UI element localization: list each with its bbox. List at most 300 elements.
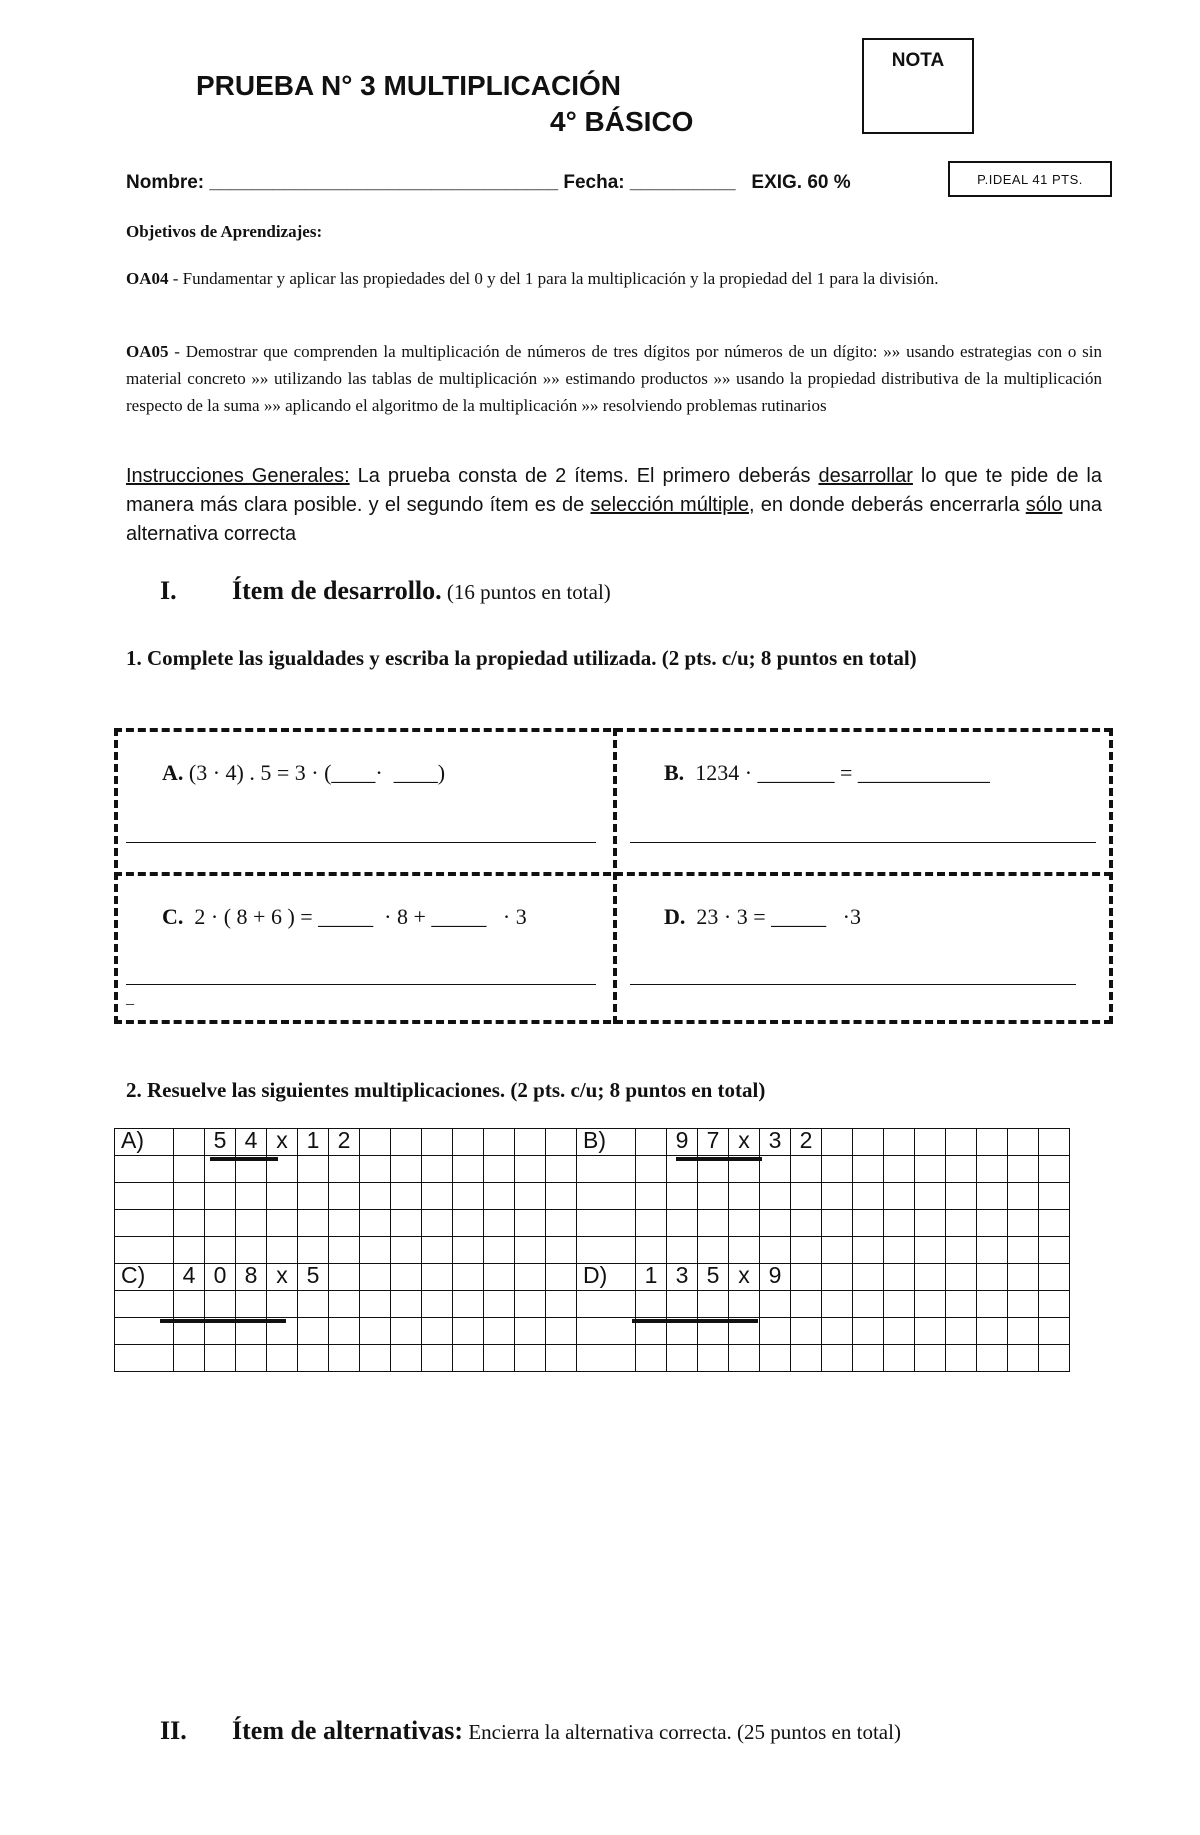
grid-cell[interactable] (484, 1345, 515, 1372)
grid-cell[interactable] (360, 1318, 391, 1345)
grid-cell[interactable] (546, 1318, 577, 1345)
grid-cell[interactable] (822, 1345, 853, 1372)
grid-cell[interactable]: 7 (698, 1129, 729, 1156)
grid-cell[interactable] (822, 1183, 853, 1210)
grid-cell[interactable] (515, 1156, 546, 1183)
item-b-expression: 1234 · _______ = ____________ (684, 760, 990, 785)
grid-cell[interactable] (915, 1264, 946, 1291)
grid-cell[interactable] (329, 1264, 360, 1291)
grid-cell[interactable] (360, 1210, 391, 1237)
grid-cell[interactable] (791, 1345, 822, 1372)
grid-cell[interactable] (977, 1345, 1008, 1372)
grid-cell[interactable] (946, 1156, 977, 1183)
grid-cell[interactable] (636, 1237, 667, 1264)
grid-cell[interactable] (329, 1345, 360, 1372)
grid-cell[interactable] (822, 1210, 853, 1237)
grid-cell[interactable] (884, 1237, 915, 1264)
grid-cell[interactable] (822, 1129, 853, 1156)
grid-cell[interactable] (484, 1291, 515, 1318)
oa04-code: OA04 (126, 269, 169, 288)
grid-cell[interactable] (884, 1318, 915, 1345)
grid-cell[interactable] (853, 1318, 884, 1345)
grid-cell[interactable] (329, 1291, 360, 1318)
grid-row (115, 1129, 1070, 1156)
item-a-expression: (3 · 4) . 5 = 3 · (____· ____) (183, 760, 446, 785)
grid-cell[interactable] (391, 1183, 422, 1210)
grid-cell[interactable] (577, 1291, 636, 1318)
grid-cell[interactable] (174, 1156, 205, 1183)
grid-cell[interactable]: 0 (205, 1264, 236, 1291)
grade-title: 4° BÁSICO (550, 106, 694, 137)
grid-cell[interactable] (267, 1237, 298, 1264)
grid-cell[interactable] (853, 1129, 884, 1156)
grid-cell[interactable] (453, 1291, 484, 1318)
item-a (162, 760, 445, 786)
grid-cell[interactable] (698, 1210, 729, 1237)
grid-cell[interactable] (515, 1183, 546, 1210)
grid-cell[interactable] (698, 1291, 729, 1318)
grid-cell[interactable]: B) (577, 1129, 636, 1156)
grid-cell[interactable] (115, 1291, 174, 1318)
grid-cell[interactable] (174, 1210, 205, 1237)
grid-cell[interactable] (515, 1345, 546, 1372)
grid-cell[interactable] (360, 1291, 391, 1318)
grid-cell[interactable] (698, 1345, 729, 1372)
grid-cell[interactable] (1039, 1345, 1070, 1372)
grid-cell[interactable] (667, 1345, 698, 1372)
item-c-label: C. (162, 904, 184, 929)
grid-cell[interactable] (453, 1156, 484, 1183)
grid-cell[interactable] (853, 1210, 884, 1237)
grid-cell[interactable] (267, 1345, 298, 1372)
grid-cell[interactable] (577, 1210, 636, 1237)
grid-cell[interactable] (946, 1237, 977, 1264)
grid-cell[interactable]: C) (115, 1264, 174, 1291)
grid-cell[interactable] (174, 1237, 205, 1264)
grid-cell[interactable] (915, 1210, 946, 1237)
grid-cell[interactable] (298, 1183, 329, 1210)
grid-cell[interactable] (884, 1264, 915, 1291)
grid-cell[interactable] (760, 1210, 791, 1237)
grid-cell[interactable] (853, 1345, 884, 1372)
instructions-underline-3: sólo (1025, 494, 1063, 516)
grid-cell[interactable] (546, 1291, 577, 1318)
section-1-title: Ítem de desarrollo. (232, 576, 442, 605)
grid-cell[interactable] (853, 1156, 884, 1183)
answer-line-a[interactable] (126, 842, 596, 843)
grid-cell[interactable] (853, 1264, 884, 1291)
grid-cell[interactable] (484, 1210, 515, 1237)
grid-cell[interactable] (1039, 1129, 1070, 1156)
grid-cell[interactable] (946, 1264, 977, 1291)
grid-cell[interactable] (236, 1210, 267, 1237)
grid-cell[interactable] (1039, 1156, 1070, 1183)
instructions-text-2: lo que te pide de la manera más clara posible. y el segundo ítem es de (126, 465, 1102, 516)
grid-cell[interactable] (822, 1237, 853, 1264)
grid-cell[interactable] (946, 1183, 977, 1210)
grid-cell[interactable] (1039, 1183, 1070, 1210)
grid-cell[interactable] (1008, 1210, 1039, 1237)
grid-cell[interactable] (515, 1210, 546, 1237)
grid-cell[interactable] (422, 1291, 453, 1318)
oa05-code: OA05 (126, 342, 169, 361)
grid-cell[interactable] (546, 1129, 577, 1156)
grid-cell[interactable] (667, 1237, 698, 1264)
grid-cell[interactable] (546, 1264, 577, 1291)
grid-cell[interactable] (822, 1156, 853, 1183)
underline-d-multiplicand (632, 1319, 758, 1323)
grid-cell[interactable] (791, 1264, 822, 1291)
instructions-text-3: , en donde deberás encerrarla (748, 494, 1026, 516)
underline-c-multiplicand (160, 1319, 286, 1323)
grid-cell[interactable] (884, 1345, 915, 1372)
grid-cell[interactable] (422, 1237, 453, 1264)
grid-cell[interactable] (484, 1183, 515, 1210)
section-1-points: (16 puntos en total) (441, 580, 611, 604)
grid-cell[interactable]: D) (577, 1264, 636, 1291)
grid-cell[interactable] (853, 1291, 884, 1318)
grid-cell[interactable] (546, 1237, 577, 1264)
grid-cell[interactable] (236, 1237, 267, 1264)
grid-cell[interactable] (360, 1264, 391, 1291)
grid-cell[interactable] (760, 1156, 791, 1183)
grid-cell[interactable] (977, 1318, 1008, 1345)
grid-cell[interactable] (484, 1318, 515, 1345)
grid-cell[interactable] (946, 1318, 977, 1345)
grid-cell[interactable] (205, 1291, 236, 1318)
grid-cell[interactable] (453, 1264, 484, 1291)
grid-cell[interactable] (729, 1183, 760, 1210)
calculation-grid (114, 1128, 1070, 1372)
grid-cell[interactable] (977, 1237, 1008, 1264)
grid-cell[interactable] (946, 1291, 977, 1318)
grid-cell[interactable] (946, 1345, 977, 1372)
grid-cell[interactable] (729, 1345, 760, 1372)
grid-cell[interactable] (915, 1129, 946, 1156)
grid-cell[interactable] (636, 1345, 667, 1372)
grid-cell[interactable] (236, 1183, 267, 1210)
grid-cell[interactable] (915, 1237, 946, 1264)
grid-cell[interactable] (1008, 1129, 1039, 1156)
grid-cell[interactable] (360, 1156, 391, 1183)
ideal-score-box: P.IDEAL 41 PTS. (948, 161, 1112, 197)
grid-cell[interactable] (822, 1318, 853, 1345)
grid-cell[interactable] (884, 1210, 915, 1237)
grid-cell[interactable] (822, 1291, 853, 1318)
grid-cell[interactable] (205, 1345, 236, 1372)
grid-cell[interactable] (515, 1318, 546, 1345)
grid-cell[interactable] (915, 1156, 946, 1183)
test-title: PRUEBA N° 3 MULTIPLICACIÓN (196, 70, 621, 101)
grid-cell[interactable] (329, 1210, 360, 1237)
grid-cell[interactable] (791, 1156, 822, 1183)
grid-cell[interactable] (853, 1237, 884, 1264)
grid-cell[interactable] (329, 1318, 360, 1345)
grid-cell[interactable]: 8 (236, 1264, 267, 1291)
grid-cell[interactable] (1008, 1264, 1039, 1291)
grid-cell[interactable] (760, 1318, 791, 1345)
grid-cell[interactable] (1008, 1291, 1039, 1318)
grid-cell[interactable] (236, 1345, 267, 1372)
grid-cell[interactable]: 3 (760, 1129, 791, 1156)
grid-cell[interactable] (729, 1210, 760, 1237)
grid-row (115, 1210, 1070, 1237)
grid-cell[interactable]: 9 (667, 1129, 698, 1156)
grid-cell[interactable] (515, 1237, 546, 1264)
grid-cell[interactable] (515, 1264, 546, 1291)
grid-cell[interactable]: 4 (236, 1129, 267, 1156)
grid-cell[interactable]: 2 (791, 1129, 822, 1156)
grid-cell[interactable] (884, 1291, 915, 1318)
grid-cell[interactable] (977, 1183, 1008, 1210)
grid-cell[interactable] (267, 1291, 298, 1318)
grid-cell[interactable]: x (729, 1264, 760, 1291)
grid-cell[interactable]: 1 (298, 1129, 329, 1156)
grid-cell[interactable] (577, 1345, 636, 1372)
box-left-border (114, 728, 118, 1024)
section-2-heading (232, 1716, 901, 1746)
grid-cell[interactable] (115, 1156, 174, 1183)
grid-cell[interactable] (484, 1129, 515, 1156)
grid-cell[interactable] (636, 1210, 667, 1237)
grid-cell[interactable] (422, 1345, 453, 1372)
grid-cell[interactable] (484, 1237, 515, 1264)
grid-cell[interactable] (484, 1264, 515, 1291)
section-2-rest: Encierra la alternativa correcta. (25 puntos en total) (463, 1720, 901, 1744)
grid-cell[interactable] (667, 1291, 698, 1318)
grid-cell[interactable]: A) (115, 1129, 174, 1156)
grid-cell[interactable] (115, 1345, 174, 1372)
grid-cell[interactable] (884, 1183, 915, 1210)
grid-cell[interactable] (298, 1210, 329, 1237)
grid-cell[interactable] (729, 1291, 760, 1318)
grid-cell[interactable]: x (729, 1129, 760, 1156)
grid-cell[interactable] (298, 1291, 329, 1318)
grid-cell[interactable] (915, 1183, 946, 1210)
box-right-border (1109, 728, 1113, 1024)
grid-cell[interactable] (577, 1237, 636, 1264)
grid-cell[interactable] (760, 1291, 791, 1318)
grid-cell[interactable] (546, 1156, 577, 1183)
grid-cell[interactable] (760, 1237, 791, 1264)
grid-cell[interactable] (453, 1318, 484, 1345)
section-2-title: Ítem de alternativas: (232, 1716, 464, 1745)
grid-cell[interactable] (791, 1237, 822, 1264)
grid-cell[interactable] (636, 1129, 667, 1156)
grid-cell[interactable] (977, 1156, 1008, 1183)
grid-cell[interactable] (915, 1291, 946, 1318)
grid-cell[interactable] (915, 1345, 946, 1372)
grid-cell[interactable] (1039, 1210, 1070, 1237)
grid-cell[interactable] (577, 1318, 636, 1345)
grid-cell[interactable] (577, 1183, 636, 1210)
grid-cell[interactable] (329, 1237, 360, 1264)
grid-cell[interactable] (391, 1237, 422, 1264)
grid-cell[interactable] (391, 1156, 422, 1183)
grid-cell[interactable] (205, 1183, 236, 1210)
grid-cell[interactable] (667, 1210, 698, 1237)
objectives-title: Objetivos de Aprendizajes: (126, 222, 323, 241)
grid-cell[interactable] (174, 1345, 205, 1372)
grid-cell[interactable]: 9 (760, 1264, 791, 1291)
instructions-text-1: La prueba consta de 2 ítems. El primero deberás (349, 465, 819, 487)
grid-cell[interactable] (391, 1210, 422, 1237)
grid-cell[interactable] (636, 1156, 667, 1183)
grid-cell[interactable] (329, 1156, 360, 1183)
grid-cell[interactable] (791, 1318, 822, 1345)
item-c-expression: 2 · ( 8 + 6 ) = _____ · 8 + _____ · 3 (183, 904, 527, 929)
item-b (664, 760, 990, 786)
item-d-label: D. (664, 904, 686, 929)
grid-cell[interactable] (422, 1156, 453, 1183)
name-date-row: Nombre: _________________________________ Fecha: __________ EXIG. 60 % (126, 172, 851, 193)
answer-line-b[interactable] (630, 842, 1096, 843)
grid-cell[interactable] (515, 1129, 546, 1156)
grid-cell[interactable] (636, 1183, 667, 1210)
grid-cell[interactable] (546, 1345, 577, 1372)
grid-cell[interactable] (1008, 1156, 1039, 1183)
grid-cell[interactable] (729, 1237, 760, 1264)
grid-cell[interactable] (391, 1129, 422, 1156)
underline-a-multiplicand (210, 1157, 278, 1161)
item-d (664, 904, 861, 930)
question-1-title: 1. Complete las igualdades y escriba la propiedad utilizada. (2 pts. c/u; 8 puntos en total) (126, 646, 917, 670)
grid-cell[interactable] (977, 1291, 1008, 1318)
grid-cell[interactable] (791, 1210, 822, 1237)
grid-cell[interactable] (977, 1129, 1008, 1156)
instructions-label: Instrucciones Generales: (126, 465, 350, 487)
item-d-expression: 23 · 3 = _____ ·3 (685, 904, 861, 929)
grid-cell[interactable] (1008, 1183, 1039, 1210)
grid-cell[interactable] (977, 1210, 1008, 1237)
grid-cell[interactable] (977, 1264, 1008, 1291)
section-1-number: I. (160, 576, 177, 605)
grid-cell[interactable] (760, 1345, 791, 1372)
grid-cell[interactable] (946, 1129, 977, 1156)
grid-cell[interactable] (174, 1183, 205, 1210)
grid-cell[interactable] (822, 1264, 853, 1291)
grid-cell[interactable] (205, 1237, 236, 1264)
grid-cell[interactable] (453, 1183, 484, 1210)
grid-cell[interactable]: 2 (329, 1129, 360, 1156)
grid-cell[interactable] (1008, 1237, 1039, 1264)
answer-line-d[interactable] (630, 984, 1076, 985)
grid-cell[interactable] (791, 1291, 822, 1318)
grid-cell[interactable] (760, 1183, 791, 1210)
grid-cell[interactable]: 5 (205, 1129, 236, 1156)
grid-cell[interactable] (329, 1183, 360, 1210)
grid-cell[interactable] (636, 1291, 667, 1318)
grid-cell[interactable] (174, 1129, 205, 1156)
grid-cell[interactable] (360, 1129, 391, 1156)
grid-cell[interactable] (1008, 1318, 1039, 1345)
underline-b-multiplicand (676, 1157, 762, 1161)
grid-cell[interactable] (546, 1210, 577, 1237)
item-b-label: B. (664, 760, 685, 785)
grid-cell[interactable] (1039, 1291, 1070, 1318)
grid-cell[interactable] (360, 1183, 391, 1210)
grid-cell[interactable] (236, 1291, 267, 1318)
grid-cell[interactable] (422, 1183, 453, 1210)
grid-cell[interactable] (577, 1156, 636, 1183)
grid-cell[interactable] (791, 1183, 822, 1210)
grid-row (115, 1183, 1070, 1210)
grid-cell[interactable]: 5 (698, 1264, 729, 1291)
grid-cell[interactable] (453, 1237, 484, 1264)
section-1-heading (232, 576, 611, 606)
instructions-underline-1: desarrollar (818, 465, 913, 487)
grade-label: NOTA (891, 50, 945, 71)
answer-line-c[interactable] (126, 984, 596, 985)
grid-cell[interactable]: x (267, 1129, 298, 1156)
grid-cell[interactable] (1039, 1264, 1070, 1291)
item-c (162, 904, 527, 930)
grid-cell[interactable] (884, 1129, 915, 1156)
grid-cell[interactable] (1008, 1345, 1039, 1372)
grid-cell[interactable] (422, 1264, 453, 1291)
grid-cell[interactable] (267, 1210, 298, 1237)
grid-cell[interactable] (698, 1237, 729, 1264)
grid-cell[interactable] (298, 1156, 329, 1183)
objective-oa04 (126, 265, 1102, 292)
grid-cell[interactable]: 3 (667, 1264, 698, 1291)
grid-cell[interactable] (946, 1210, 977, 1237)
grid-cell[interactable] (422, 1318, 453, 1345)
grid-cell[interactable]: 1 (636, 1264, 667, 1291)
general-instructions (126, 462, 1102, 549)
grid-cell[interactable] (391, 1291, 422, 1318)
grid-cell[interactable] (391, 1264, 422, 1291)
grid-cell[interactable] (360, 1345, 391, 1372)
objective-oa05 (126, 338, 1102, 419)
grid-cell[interactable] (115, 1237, 174, 1264)
grid-cell[interactable] (453, 1345, 484, 1372)
grid-cell[interactable] (698, 1183, 729, 1210)
grid-cell[interactable] (422, 1129, 453, 1156)
grid-cell[interactable] (391, 1318, 422, 1345)
grid-cell[interactable] (115, 1183, 174, 1210)
grid-cell[interactable] (884, 1156, 915, 1183)
grid-cell[interactable] (667, 1183, 698, 1210)
grid-cell[interactable] (391, 1345, 422, 1372)
grid-cell[interactable] (115, 1210, 174, 1237)
grid-cell[interactable]: 5 (298, 1264, 329, 1291)
grid-cell[interactable] (298, 1318, 329, 1345)
item-a-label: A. (162, 760, 184, 785)
grid-cell[interactable] (360, 1237, 391, 1264)
grid-cell[interactable]: 4 (174, 1264, 205, 1291)
grid-row (115, 1291, 1070, 1318)
grid-cell[interactable] (1039, 1318, 1070, 1345)
grid-row (115, 1345, 1070, 1372)
grid-cell[interactable] (915, 1318, 946, 1345)
grid-cell[interactable] (546, 1183, 577, 1210)
grid-cell[interactable] (267, 1183, 298, 1210)
grid-cell[interactable] (174, 1291, 205, 1318)
grid-cell[interactable] (484, 1156, 515, 1183)
grid-row (115, 1264, 1070, 1291)
grid-cell[interactable]: x (267, 1264, 298, 1291)
grid-cell[interactable] (853, 1183, 884, 1210)
grid-cell[interactable] (205, 1210, 236, 1237)
grid-cell[interactable] (298, 1345, 329, 1372)
grid-cell[interactable] (298, 1237, 329, 1264)
grid-cell[interactable] (1039, 1237, 1070, 1264)
grid-cell[interactable] (453, 1210, 484, 1237)
grid-cell[interactable] (515, 1291, 546, 1318)
grid-cell[interactable] (422, 1210, 453, 1237)
grid-cell[interactable] (453, 1129, 484, 1156)
